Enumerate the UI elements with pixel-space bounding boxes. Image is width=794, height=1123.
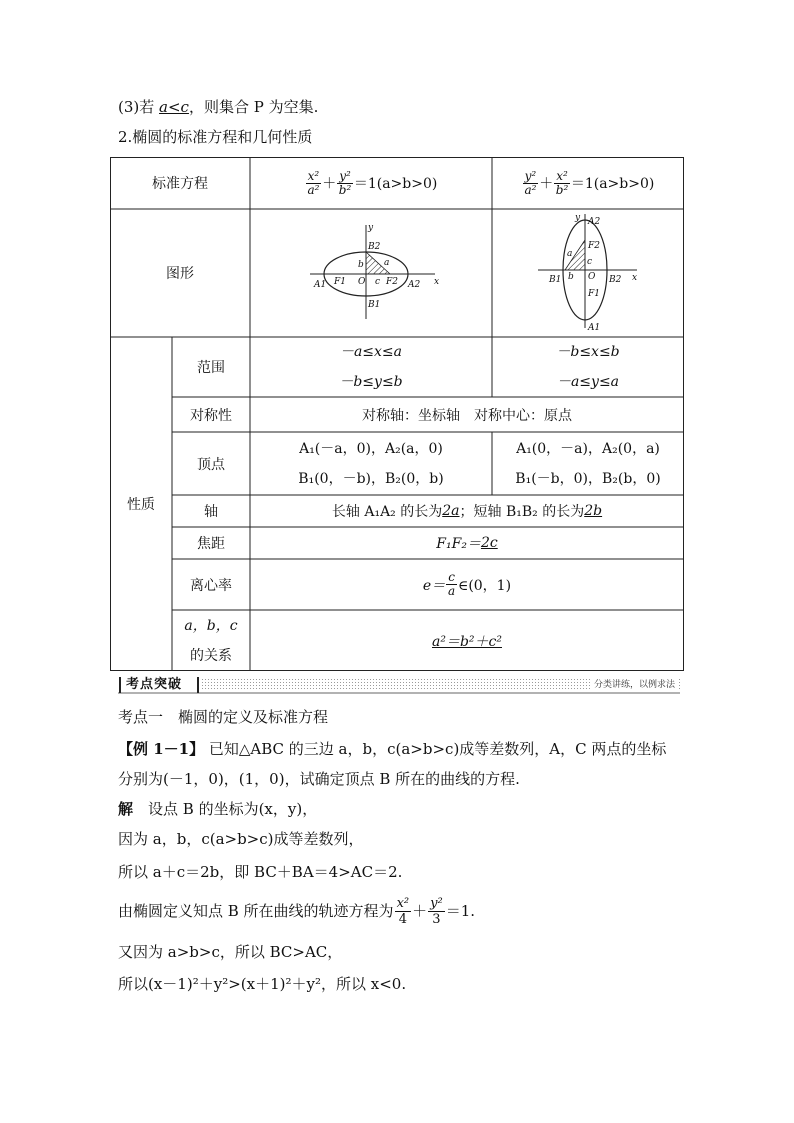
frac-num: x² <box>396 895 410 911</box>
axis-value <box>250 495 684 527</box>
eccentricity-value <box>250 559 684 610</box>
fig1-a1-label: A1 <box>314 280 327 290</box>
fig1-c-label: c <box>375 277 381 287</box>
fig2-a1-label: A1 <box>588 323 601 333</box>
fig2-b1-label: B1 <box>549 275 562 285</box>
ellipse-properties-table <box>110 157 684 671</box>
solution-text-1: 设点 B 的坐标为(x，y)， <box>133 800 318 818</box>
plus-sign: ＋ <box>412 902 428 920</box>
figure-label: 图形 <box>166 266 194 282</box>
symmetry-label: 对称性 <box>190 407 232 424</box>
frac-y2-3 <box>428 896 445 927</box>
horizontal-ellipse-figure <box>300 217 450 332</box>
vertex-horizontal <box>250 432 492 495</box>
fig1-b-label: b <box>358 260 364 270</box>
solution-tag: 解 <box>118 800 134 818</box>
solution-line-5: 又因为 a>b>c，所以 BC>AC， <box>118 943 343 961</box>
vertex-line-1: A₁(－a，0)，A₂(a，0) <box>299 440 443 457</box>
fig2-c-label: c <box>587 257 593 267</box>
vertex-line-2: B₁(－b，0)，B₂(b，0) <box>515 470 661 487</box>
axis-label: 轴 <box>204 504 218 520</box>
frac-num: y² <box>430 895 443 911</box>
fig1-b1-label: B1 <box>368 300 381 310</box>
relation-formula: a²＝b²＋c² <box>432 633 502 650</box>
symmetry-value: 对称轴：坐标轴 对称中心：原点 <box>362 407 572 424</box>
fig2-b2-label: B2 <box>609 275 622 285</box>
banner-title: 考点突破 <box>126 677 183 692</box>
solution-line-4 <box>118 893 475 929</box>
fig2-a-label: a <box>567 249 573 259</box>
example-text-1: 已知△ABC 的三边 a，b，c(a>b>c)成等差数列，A，C 两点的坐标 <box>204 740 667 758</box>
frac-den: b² <box>555 182 569 197</box>
eccentricity-range: ∈(0，1) <box>457 577 512 594</box>
banner-subtitle: 分类讲练，以例求法 <box>591 678 678 692</box>
focal-label: 焦距 <box>197 536 225 552</box>
fig2-b-label: b <box>568 272 574 282</box>
fig1-b2-label: B2 <box>368 242 381 252</box>
frac-num: y² <box>339 168 351 183</box>
relation-label <box>172 610 250 671</box>
example-tag: 【例 1－1】 <box>118 740 205 758</box>
header-standard-equation: 标准方程 <box>152 176 208 192</box>
frac-y2-a2 <box>523 170 539 197</box>
vertical-ellipse-figure <box>535 212 645 334</box>
frac-num: x² <box>307 168 320 183</box>
fig2-x-label: x <box>632 273 638 283</box>
axis-major-length: 2a <box>442 503 460 519</box>
equation-vertical: $\frac{\text{y²}}{\text{a²}}$ ＋ $\frac{\text{x²}}{\text{b²}}$ ＝1(a>b>0) <box>524 168 655 197</box>
vertex-vertical <box>492 432 684 495</box>
focal-distance: 2c <box>480 535 498 551</box>
eccentricity-label: 离心率 <box>190 577 232 594</box>
fig1-y-label: y <box>368 223 374 233</box>
frac-den: a² <box>307 182 320 197</box>
properties-label: 性质 <box>127 497 155 513</box>
eccentricity-symbol: e＝ <box>422 577 446 594</box>
item-3-prefix: (3)若 <box>118 98 160 116</box>
axis-text-2: ；短轴 B₁B₂ 的长为 <box>459 504 585 520</box>
range-label: 范围 <box>197 360 225 376</box>
equation-horizontal: $\frac{\text{x²}}{\text{a²}}$ ＋ $\frac{\text{y²}}{\text{b²}}$ ＝1(a>b>0) <box>307 168 438 197</box>
frac-x2-a2 <box>306 170 322 197</box>
item-3-condition: a<c <box>159 98 189 116</box>
frac-num: c <box>448 570 455 584</box>
section-title: 2.椭圆的标准方程和几何性质 <box>118 128 313 146</box>
example-line-1 <box>118 739 666 759</box>
fig1-a2-label: A2 <box>408 280 421 290</box>
frac-den: a² <box>524 182 537 197</box>
frac-x2-b2 <box>554 170 570 197</box>
frac-c-a <box>446 571 457 598</box>
relation-label-line-1: a，b，c <box>184 617 238 634</box>
equation-tail: ＝1(a>b>0) <box>353 176 438 192</box>
fig2-y-label: y <box>575 213 581 223</box>
equation-tail: ＝1(a>b>0) <box>570 176 655 192</box>
fig1-f1-label: F1 <box>334 277 346 287</box>
relation-value <box>250 610 684 671</box>
frac-den: a <box>448 584 456 598</box>
range-horizontal <box>250 337 492 397</box>
axis-text-1: 长轴 A₁A₂ 的长为 <box>331 504 443 520</box>
vertex-label: 顶点 <box>197 456 225 473</box>
fig1-a-label: a <box>384 258 390 268</box>
fig2-f1-label: F1 <box>588 289 600 299</box>
focal-prefix: F₁F₂＝ <box>436 536 481 552</box>
fig2-f2-label: F2 <box>588 241 600 251</box>
range-vertical <box>492 337 684 397</box>
range-line-2: －b≤y≤b <box>339 374 403 390</box>
equals-one: ＝1. <box>445 902 475 920</box>
range-line-2: －a≤y≤a <box>556 374 620 390</box>
focal-value <box>250 527 684 559</box>
item-3-suffix: ，则集合 P 为空集. <box>188 98 319 116</box>
range-line-1: －b≤x≤b <box>556 344 620 360</box>
frac-x2-4 <box>395 896 412 927</box>
topic-heading: 考点一 椭圆的定义及标准方程 <box>118 708 329 726</box>
fig1-f2-label: F2 <box>386 277 398 287</box>
solution-line-3: 所以 a＋c＝2b，即 BC＋BA＝4>AC＝2. <box>118 863 403 881</box>
solution-line-1 <box>118 799 317 819</box>
solution-line-2: 因为 a，b，c(a>b>c)成等差数列， <box>118 830 364 848</box>
range-line-1: －a≤x≤a <box>339 344 403 360</box>
frac-num: y² <box>524 168 537 183</box>
item-3-text <box>118 97 318 117</box>
frac-num: x² <box>556 168 568 183</box>
frac-den: 4 <box>398 911 407 927</box>
fig2-origin-label: O <box>588 272 596 282</box>
fig1-x-label: x <box>434 277 440 287</box>
fig1-origin-label: O <box>358 277 366 287</box>
axis-minor-length: 2b <box>584 503 603 519</box>
section-banner <box>118 676 680 694</box>
frac-y2-b2 <box>337 170 353 197</box>
frac-den: b² <box>338 182 352 197</box>
relation-label-line-2: 的关系 <box>190 647 232 664</box>
vertex-line-2: B₁(0，－b)，B₂(0，b) <box>298 470 444 487</box>
fig2-a2-label: A2 <box>588 217 601 227</box>
example-line-2: 分别为(－1，0)，(1，0)，试确定顶点 B 所在的曲线的方程. <box>118 770 520 788</box>
solution-line-6: 所以(x－1)²＋y²>(x＋1)²＋y²，所以 x<0. <box>118 975 407 993</box>
frac-den: 3 <box>432 911 441 927</box>
vertex-line-1: A₁(0，－a)，A₂(0，a) <box>516 440 660 457</box>
solution-text-4: 由椭圆定义知点 B 所在曲线的轨迹方程为 <box>118 902 394 920</box>
